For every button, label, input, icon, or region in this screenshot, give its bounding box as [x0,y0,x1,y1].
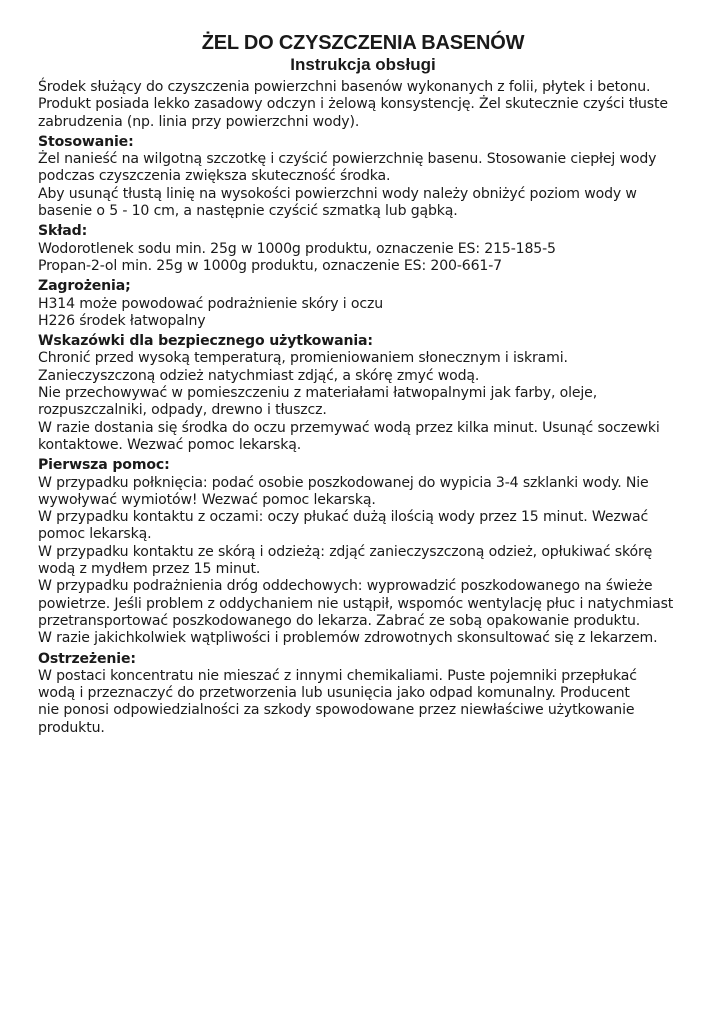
section-line: pomoc lekarską. [38,526,152,543]
section-line: H314 może powodować podrażnienie skóry i oczu [38,295,384,312]
section-line: Nie przechowywać w pomieszczeniu z materiałami łatwopalnymi jak farby, oleje, [38,385,598,402]
section-heading-composition: Skład: [38,223,88,240]
section-heading-usage: Stosowanie: [38,133,134,150]
section-line: kontaktowe. Wezwać pomoc lekarską. [38,436,302,453]
section-line: powietrze. Jeśli problem z oddychaniem nie ustąpił, wspomóc wentylację płuc i natychmiast [38,595,674,612]
section-composition [38,223,688,275]
section-line: W przypadku połknięcia: podać osobie poszkodowanej do wypicia 3-4 szklanki wody. Nie [38,474,649,491]
section-line: Propan-2-ol min. 25g w 1000g produktu, oznaczenie ES: 200-661-7 [38,257,502,274]
document-title: ŻEL DO CZYSZCZENIA BASENÓW [201,32,525,54]
section-heading-warning: Ostrzeżenie: [38,650,136,667]
section-line: wywoływać wymiotów! Wezwać pomoc lekarską. [38,491,376,508]
section-line: W przypadku podrażnienia dróg oddechowych: wyprowadzić poszkodowanego na świeże [38,578,653,595]
intro-paragraph [38,79,688,131]
section-first-aid [38,457,688,647]
section-heading-hazards: Zagrożenia; [38,278,131,295]
section-line: H226 środek łatwopalny [38,312,206,329]
section-warning [38,651,688,737]
section-line: Aby usunąć tłustą linię na wysokości powierzchni wody należy obniżyć poziom wody w [38,185,637,202]
intro-line: Środek służący do czyszczenia powierzchni basenów wykonanych z folii, płytek i betonu. [38,79,651,95]
section-line: produktu. [38,719,105,736]
section-usage [38,134,688,220]
section-line: podczas czyszczenia zwiększa skuteczność środka. [38,168,391,185]
section-line: Żel nanieść na wilgotną szczotkę i czyścić powierzchnię basenu. Stosowanie ciepłej wody [38,151,657,168]
section-line: basenie o 5 - 10 cm, a następnie czyścić szmatką lub gąbką. [38,203,458,220]
section-line: nie ponosi odpowiedzialności za szkody spowodowane przez niewłaściwe użytkowanie [38,702,635,719]
section-line: rozpuszczalniki, odpady, drewno i tłuszcz. [38,402,327,419]
section-heading-safety: Wskazówki dla bezpiecznego użytkowania: [38,333,373,350]
section-line: przetransportować poszkodowanego do lekarza. Zabrać ze sobą opakowanie produktu. [38,612,641,629]
section-line: Zanieczyszczoną odzież natychmiast zdjąć, a skórę zmyć wodą. [38,367,480,384]
section-line: wodą z mydłem przez 15 minut. [38,561,261,578]
section-line: wodą i przeznaczyć do przetworzenia lub usunięcia jako odpad komunalny. Producent [38,685,630,702]
document-subtitle: Instrukcja obsługi [290,55,436,74]
section-hazards [38,278,688,330]
section-line: W przypadku kontaktu ze skórą i odzieżą: zdjąć zanieczyszczoną odzież, opłukiwać skórę [38,543,653,560]
section-line: W razie dostania się środka do oczu przemywać wodą przez kilka minut. Usunąć soczewki [38,419,660,436]
intro-line: Produkt posiada lekko zasadowy odczyn i żelową konsystencję. Żel skutecznie czyści tłuste [38,96,668,113]
section-safety [38,333,688,454]
intro-line: zabrudzenia (np. linia przy powierzchni wody). [38,113,360,130]
document-page [38,32,688,737]
section-line: Chronić przed wysoką temperaturą, promieniowaniem słonecznym i iskrami. [38,350,568,367]
section-line: W przypadku kontaktu z oczami: oczy płukać dużą ilością wody przez 15 minut. Wezwać [38,509,649,526]
section-line: W razie jakichkolwiek wątpliwości i problemów zdrowotnych skonsultować się z lekarzem. [38,630,658,647]
section-line: Wodorotlenek sodu min. 25g w 1000g produktu, oznaczenie ES: 215-185-5 [38,240,556,257]
section-heading-first-aid: Pierwsza pomoc: [38,457,170,474]
section-line: W postaci koncentratu nie mieszać z innymi chemikaliami. Puste pojemniki przepłukać [38,667,637,684]
